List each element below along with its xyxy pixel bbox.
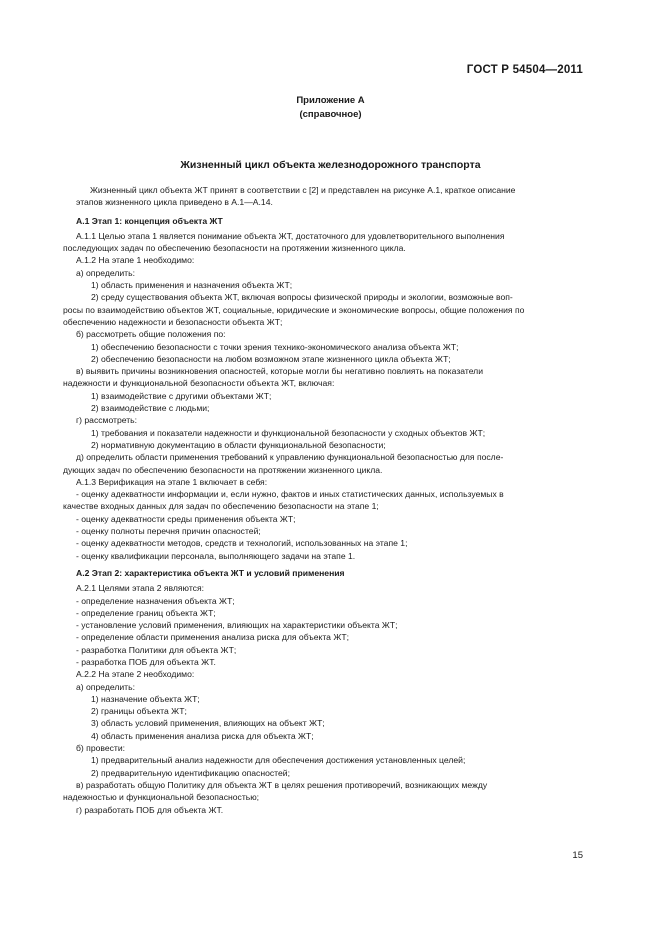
list-item: - определение границ объекта ЖТ; <box>76 607 216 618</box>
list-item: - разработка Политики для объекта ЖТ; <box>76 644 237 655</box>
document-body <box>63 184 582 816</box>
list-item: - определение области применения анализа риска для объекта ЖТ; <box>76 632 350 643</box>
list-item: качестве входных данных для задач по обеспечению безопасности на этапе 1; <box>63 501 379 512</box>
intro-line: Жизненный цикл объекта ЖТ принят в соответствии с [2] и представлен на рисунке А.1, краткое описание <box>90 185 516 195</box>
list-item: б) провести: <box>76 743 126 754</box>
paragraph: А.2.1 Целями этапа 2 являются: <box>76 583 204 594</box>
list-item: в) выявить причины возникновения опасностей, которые могли бы негативно повлиять на показатели <box>76 366 483 377</box>
list-item: 1) предварительный анализ надежности для обеспечения достижения установленных целей; <box>91 755 466 766</box>
list-item: надежности и функциональной безопасности объекта ЖТ, включая: <box>63 378 335 389</box>
list-item: б) рассмотреть общие положения по: <box>76 329 226 340</box>
list-item: - разработка ПОБ для объекта ЖТ. <box>76 656 216 667</box>
section-title: Жизненный цикл объекта железнодорожного транспорта <box>180 159 481 171</box>
list-item: росы по взаимодействию объектов ЖТ, социальные, юридические и экономические вопросы, общие положения по <box>63 304 525 315</box>
list-item: - оценку квалификации персонала, выполняющего задачи на этапе 1. <box>76 550 356 561</box>
heading-a1: А.1 Этап 1: концепция объекта ЖТ <box>76 215 223 226</box>
paragraph: последующих задач по обеспечению безопасности на протяжении жизненного цикла. <box>63 243 406 254</box>
list-item: 2) обеспечению безопасности на любом возможном этапе жизненного цикла объекта ЖТ; <box>91 353 451 364</box>
list-item: - оценку полноты перечня причин опасностей; <box>76 526 261 537</box>
list-item: 1) назначение объекта ЖТ; <box>91 693 200 704</box>
list-item: 2) среду существования объекта ЖТ, включая вопросы физической природы и экологии, возможные воп- <box>91 292 513 303</box>
paragraph: А.2.2 На этапе 2 необходимо: <box>76 669 195 680</box>
intro-line: этапов жизненного цикла приведено в А.1—А.14. <box>76 197 273 208</box>
list-item: - оценку адекватности среды применения объекта ЖТ; <box>76 513 296 524</box>
list-item: 3) область условий применения, влияющих на объект ЖТ; <box>91 718 325 729</box>
list-item: дующих задач по обеспечению безопасности на протяжении жизненного цикла. <box>63 464 383 475</box>
list-item: 2) взаимодействие с людьми; <box>91 403 210 414</box>
list-item: в) разработать общую Политику для объекта ЖТ в целях решения противоречий, возникающих между <box>76 779 488 790</box>
appendix-label: Приложение А <box>296 95 365 106</box>
list-item: г) разработать ПОБ для объекта ЖТ. <box>76 804 224 815</box>
list-item: 1) область применения и назначения объекта ЖТ; <box>91 280 293 291</box>
list-item: а) определить: <box>76 267 135 278</box>
list-item: д) определить области применения требований к управлению функциональной безопасностью для после- <box>76 452 504 463</box>
list-item: 1) обеспечению безопасности с точки зрения технико-экономического анализа объекта ЖТ; <box>91 341 459 352</box>
list-item: обеспечению надежности и безопасности объекта ЖТ; <box>63 316 283 327</box>
list-item: 1) требования и показатели надежности и функциональной безопасности у сходных объектов ЖТ; <box>91 427 486 438</box>
appendix-type: (справочное) <box>299 109 362 120</box>
paragraph: А.1.3 Верификация на этапе 1 включает в себя: <box>76 476 268 487</box>
paragraph: А.1.1 Целью этапа 1 является понимание объекта ЖТ, достаточного для удовлетворительного выполнения <box>76 230 505 241</box>
list-item: - установление условий применения, влияющих на характеристики объекта ЖТ; <box>76 620 398 631</box>
list-item: 4) область применения анализа риска для объекта ЖТ; <box>91 730 314 741</box>
page-number: 15 <box>572 850 583 861</box>
paragraph: А.1.2 На этапе 1 необходимо: <box>76 255 195 266</box>
list-item: г) рассмотреть: <box>76 415 138 426</box>
list-item: - оценку адекватности методов, средств и технологий, использованных на этапе 1; <box>76 538 408 549</box>
list-item: - определение назначения объекта ЖТ; <box>76 595 235 606</box>
list-item: надежностью и функциональной безопасностью; <box>63 792 260 803</box>
list-item: а) определить: <box>76 681 135 692</box>
list-item: 2) границы объекта ЖТ; <box>91 706 187 717</box>
list-item: - оценку адекватности информации и, если нужно, фактов и иных статистических данных, используемых в <box>76 489 504 500</box>
list-item: 2) предварительную идентификацию опасностей; <box>91 767 290 778</box>
list-item: 2) нормативную документацию в области функциональной безопасности; <box>91 439 386 450</box>
heading-a2: А.2 Этап 2: характеристика объекта ЖТ и условий применения <box>76 567 345 578</box>
document-code: ГОСТ Р 54504—2011 <box>466 64 583 76</box>
list-item: 1) взаимодействие с другими объектами ЖТ; <box>91 390 272 401</box>
